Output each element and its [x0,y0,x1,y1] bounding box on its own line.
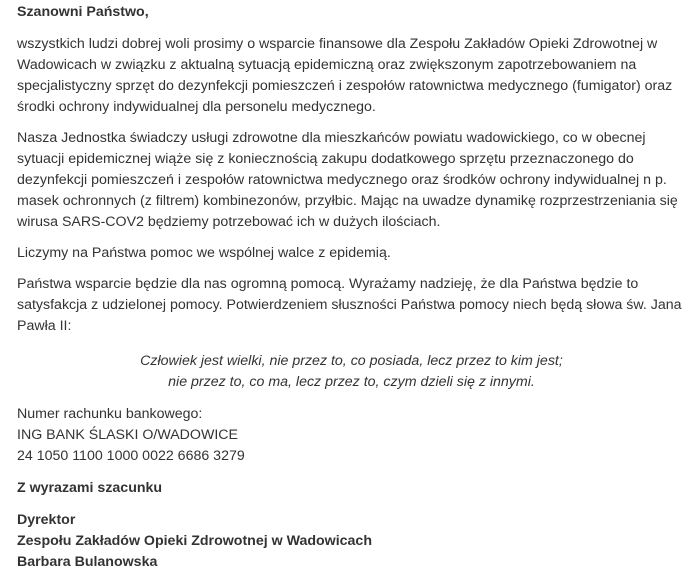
bank-account-block [17,404,686,467]
bank-name: ING BANK ŚLASKI O/WADOWICE [17,427,238,443]
paragraph-unit-services: Nasza Jednostka świadczy usługi zdrowotne dla mieszkańców powiatu wadowickiego, co w obecnej sytuacji epidemicznej wiąże się z koniecznością zakupu dodatkowego sprzętu przeznaczonego do dezynfekcji pomieszczeń i zespołów ratownictwa medycznego oraz środków ochrony indywidualnej n p. masek ochronnych (z filtrem) kombinezonów, przyłbic. Mając na uwadze dynamikę rozprzestrzeniania się wirusa SARS-COV2 będziemy potrzebować ich w dużych ilościach. [17,130,678,230]
letter-greeting: Szanowni Państwo, [17,4,149,20]
paragraph-appeal: wszystkich ludzi dobrej woli prosimy o wsparcie finansowe dla Zespołu Zakładów Opieki Zdrowotnej w Wadowicach w związku z aktualną sytuacją epidemiczną oraz zwiększonym zapotrzebowaniem na specjalistyczny sprzęt do dezynfekcji pomieszczeń i zespołów ratownictwa medycznego (fumigator) oraz środki ochrony indywidualnej dla personelu medycznego. [17,36,673,115]
bank-account-label: Numer rachunku bankowego: [17,406,203,422]
quote-line-1: Człowiek jest wielki, nie przez to, co posiada, lecz przez to kim jest; [140,353,563,369]
quote-block [17,351,686,393]
signature-block [17,510,686,573]
paragraph-gratitude: Państwa wsparcie będzie dla nas ogromną pomocą. Wyrażamy nadzieję, że dla Państwa będzie to satysfakcja z udzielonej pomocy. Potwierdzeniem słuszności Państwa pomocy niech będą słowa św. Jana Pawła II: [17,276,682,334]
signature-title: Dyrektor [17,512,76,528]
signature-name: Barbara Bulanowska [17,554,158,570]
bank-account-number: 24 1050 1100 1000 0022 6686 3279 [17,448,245,464]
paragraph-count-on-you: Liczymy na Państwa pomoc we wspólnej walce z epidemią. [17,245,391,261]
quote-line-2: nie przez to, co ma, lecz przez to, czym dzieli się z innymi. [168,374,535,390]
signature-organization: Zespołu Zakładów Opieki Zdrowotnej w Wadowicach [17,533,372,549]
letter-closing: Z wyrazami szacunku [17,480,163,496]
